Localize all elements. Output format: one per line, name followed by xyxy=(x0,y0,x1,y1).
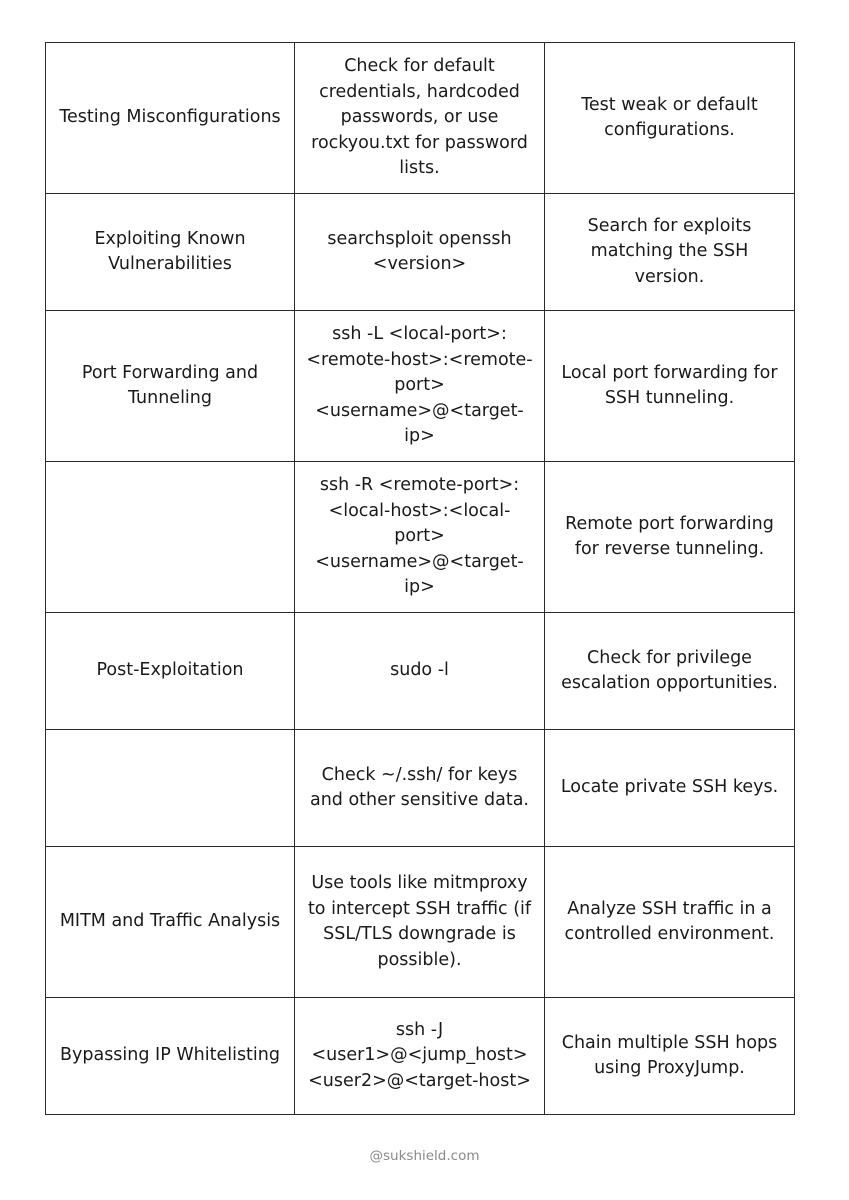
table-row xyxy=(46,43,795,194)
technique-cell: Bypassing IP Whitelisting xyxy=(46,998,295,1115)
command-cell: sudo -l xyxy=(295,613,545,730)
table-row xyxy=(46,311,795,462)
technique-cell: Post-Exploitation xyxy=(46,613,295,730)
description-cell: Search for exploits matching the SSH version. xyxy=(545,194,795,311)
command-cell: Check ~/.ssh/ for keys and other sensitive data. xyxy=(295,730,545,847)
command-cell: ssh -R <remote-port>:<local-host>:<local-port> <username>@<target-ip> xyxy=(295,462,545,613)
description-cell: Remote port forwarding for reverse tunneling. xyxy=(545,462,795,613)
command-cell: ssh -J <user1>@<jump_host> <user2>@<target-host> xyxy=(295,998,545,1115)
table-row xyxy=(46,462,795,613)
command-cell: ssh -L <local-port>:<remote-host>:<remote-port> <username>@<target-ip> xyxy=(295,311,545,462)
command-cell: searchsploit openssh <version> xyxy=(295,194,545,311)
description-cell: Analyze SSH traffic in a controlled environment. xyxy=(545,847,795,998)
technique-cell: MITM and Traffic Analysis xyxy=(46,847,295,998)
technique-cell xyxy=(46,462,295,613)
technique-cell xyxy=(46,730,295,847)
table-row xyxy=(46,194,795,311)
description-cell: Locate private SSH keys. xyxy=(545,730,795,847)
table-row xyxy=(46,613,795,730)
technique-cell: Testing Misconfigurations xyxy=(46,43,295,194)
description-cell: Chain multiple SSH hops using ProxyJump. xyxy=(545,998,795,1115)
technique-cell: Port Forwarding and Tunneling xyxy=(46,311,295,462)
command-cell: Use tools like mitmproxy to intercept SSH traffic (if SSL/TLS downgrade is possible). xyxy=(295,847,545,998)
table-row xyxy=(46,847,795,998)
description-cell: Local port forwarding for SSH tunneling. xyxy=(545,311,795,462)
technique-cell: Exploiting Known Vulnerabilities xyxy=(46,194,295,311)
table-row xyxy=(46,730,795,847)
description-cell: Check for privilege escalation opportunities. xyxy=(545,613,795,730)
ssh-techniques-table xyxy=(45,42,795,1115)
description-cell: Test weak or default configurations. xyxy=(545,43,795,194)
command-cell: Check for default credentials, hardcoded passwords, or use rockyou.txt for password lists. xyxy=(295,43,545,194)
footer-handle: @sukshield.com xyxy=(369,1148,480,1164)
table-row xyxy=(46,998,795,1115)
